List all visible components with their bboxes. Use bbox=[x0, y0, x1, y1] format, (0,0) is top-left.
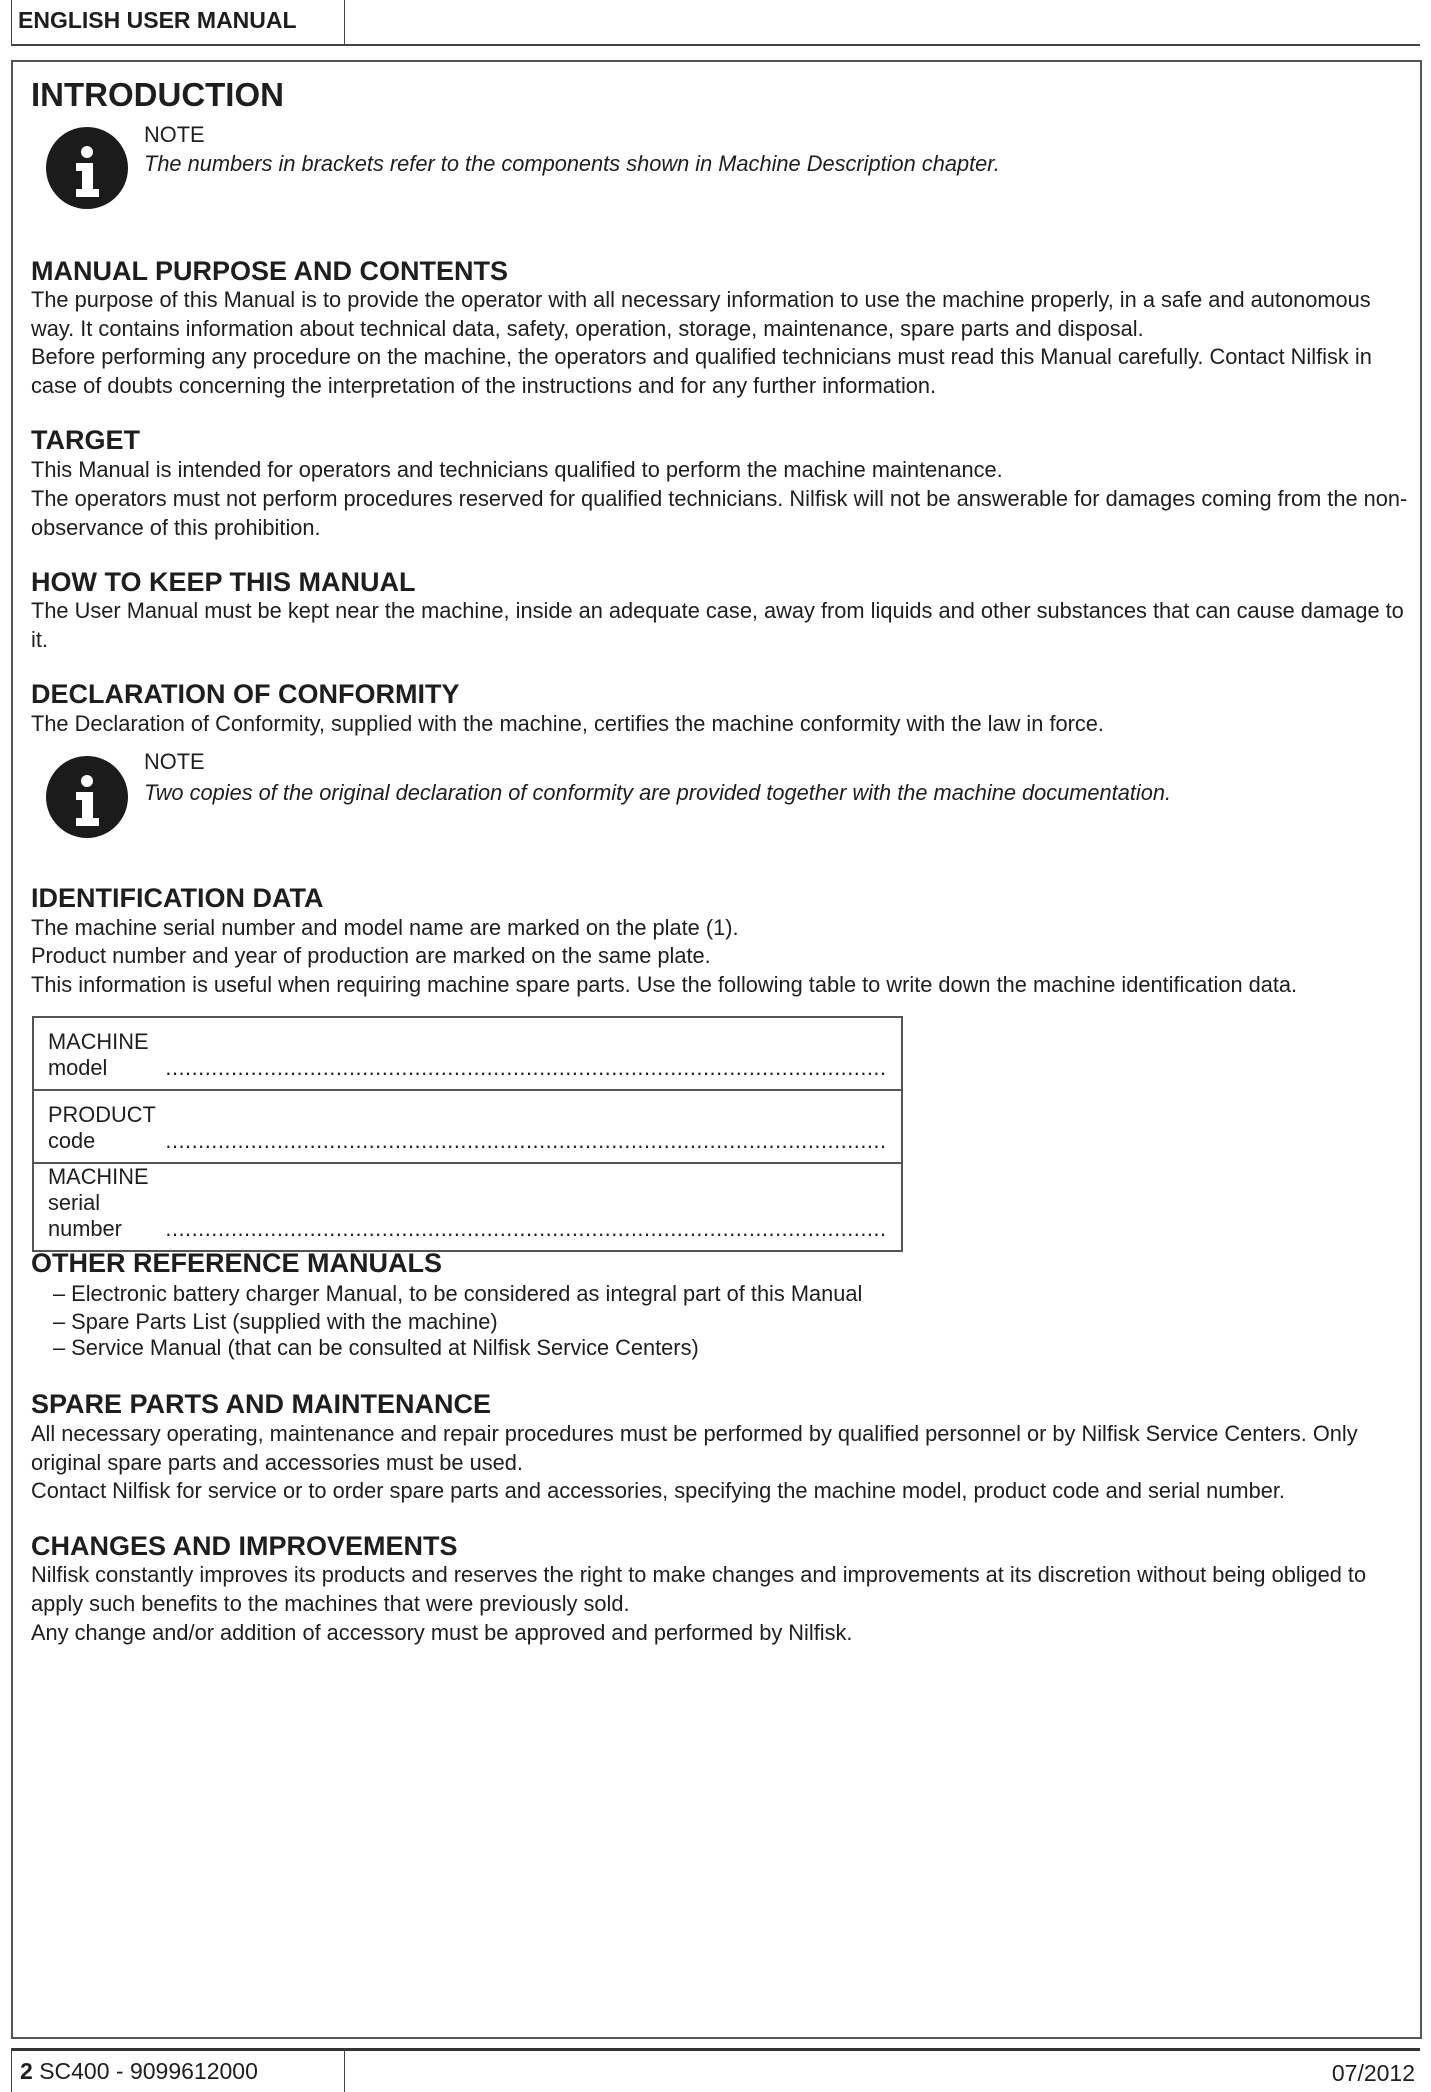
note-text: Two copies of the original declaration of conformity are provided together with the machine documentation. bbox=[144, 780, 1172, 805]
section-title-introduction: INTRODUCTION bbox=[31, 76, 284, 113]
serial-number-field[interactable]: MACHINE serial number .............................................................................................................. bbox=[33, 1163, 902, 1251]
purpose-paragraph-2: Before performing any procedure on the machine, the operators and qualified technicians must read this Manual carefully. Contact Nilfisk in case of doubts concerning the interpretation of the instructions and for any further information. bbox=[31, 344, 1372, 398]
fill-in-dots: .............................................................................................................. bbox=[165, 1128, 887, 1153]
conformity-paragraph-1: The Declaration of Conformity, supplied with the machine, certifies the machine conformity with the law in force. bbox=[31, 711, 1104, 736]
model-code: SC400 - 9099612000 bbox=[39, 2058, 258, 2084]
section-title-spare-parts: SPARE PARTS AND MAINTENANCE bbox=[31, 1389, 492, 1419]
product-code-field[interactable]: PRODUCT code .............................................................................................................. bbox=[33, 1090, 902, 1163]
list-item: – Electronic battery charger Manual, to be considered as integral part of this Manual bbox=[53, 1281, 863, 1306]
note-label: NOTE bbox=[144, 122, 205, 147]
note-text: The numbers in brackets refer to the components shown in Machine Description chapter. bbox=[144, 151, 1000, 176]
info-icon bbox=[46, 756, 128, 838]
section-title-keep: HOW TO KEEP THIS MANUAL bbox=[31, 567, 416, 597]
list-item: – Spare Parts List (supplied with the machine) bbox=[53, 1309, 498, 1334]
footer-page-model bbox=[20, 2056, 258, 2086]
footer-rule bbox=[11, 2048, 1420, 2051]
fill-in-dots: .............................................................................................................. bbox=[165, 1216, 887, 1241]
purpose-paragraph-1: The purpose of this Manual is to provide the operator with all necessary information to use the machine properly, in a safe and autonomous way. It contains information about technical data, safety, operation, storage, maintenance, spare parts and disposal. bbox=[31, 287, 1371, 341]
section-title-target: TARGET bbox=[31, 425, 140, 455]
identification-paragraph-3: This information is useful when requiring machine spare parts. Use the following table to write down the machine identification data. bbox=[31, 972, 1298, 997]
header-divider bbox=[344, 0, 345, 45]
section-title-changes: CHANGES AND IMPROVEMENTS bbox=[31, 1531, 458, 1561]
footer-left-border bbox=[11, 2048, 12, 2092]
header-title: ENGLISH USER MANUAL bbox=[18, 7, 297, 33]
footer-divider bbox=[344, 2048, 345, 2092]
target-paragraph-1: This Manual is intended for operators and technicians qualified to perform the machine maintenance. bbox=[31, 457, 1003, 482]
info-icon bbox=[46, 127, 128, 209]
header-left-border bbox=[11, 0, 12, 45]
spare-parts-paragraph-1: All necessary operating, maintenance and repair procedures must be performed by qualified personnel or by Nilfisk Service Centers. Only original spare parts and accessories must be used. bbox=[31, 1421, 1358, 1475]
changes-paragraph-1: Nilfisk constantly improves its products and reserves the right to make changes and improvements at its discretion without being obliged to apply such benefits to the machines that were previously sold. bbox=[31, 1562, 1367, 1616]
target-paragraph-2: The operators must not perform procedures reserved for qualified technicians. Nilfisk will not be answerable for damages coming from the non-observance of this prohibition. bbox=[31, 486, 1408, 540]
section-title-purpose: MANUAL PURPOSE AND CONTENTS bbox=[31, 256, 509, 286]
keep-paragraph-1: The User Manual must be kept near the machine, inside an adequate case, away from liquids and other substances that can cause damage to it. bbox=[31, 598, 1404, 652]
list-item: – Service Manual (that can be consulted at Nilfisk Service Centers) bbox=[53, 1335, 699, 1360]
fill-in-dots: .............................................................................................................. bbox=[165, 1055, 887, 1080]
section-title-other-manuals: OTHER REFERENCE MANUALS bbox=[31, 1248, 443, 1278]
note-label: NOTE bbox=[144, 749, 205, 774]
header-rule bbox=[11, 44, 1420, 46]
identification-paragraph-2: Product number and year of production are marked on the same plate. bbox=[31, 943, 711, 968]
identification-table bbox=[32, 1016, 903, 1252]
machine-model-field[interactable]: MACHINE model .............................................................................................................. bbox=[33, 1017, 902, 1090]
footer-date: 07/2012 bbox=[1331, 2060, 1415, 2086]
section-title-identification: IDENTIFICATION DATA bbox=[31, 883, 324, 913]
section-title-conformity: DECLARATION OF CONFORMITY bbox=[31, 679, 460, 709]
spare-parts-paragraph-2: Contact Nilfisk for service or to order spare parts and accessories, specifying the machine model, product code and serial number. bbox=[31, 1478, 1285, 1503]
page-number: 2 bbox=[20, 2058, 33, 2084]
identification-paragraph-1: The machine serial number and model name are marked on the plate (1). bbox=[31, 915, 739, 940]
changes-paragraph-2: Any change and/or addition of accessory must be approved and performed by Nilfisk. bbox=[31, 1620, 853, 1645]
